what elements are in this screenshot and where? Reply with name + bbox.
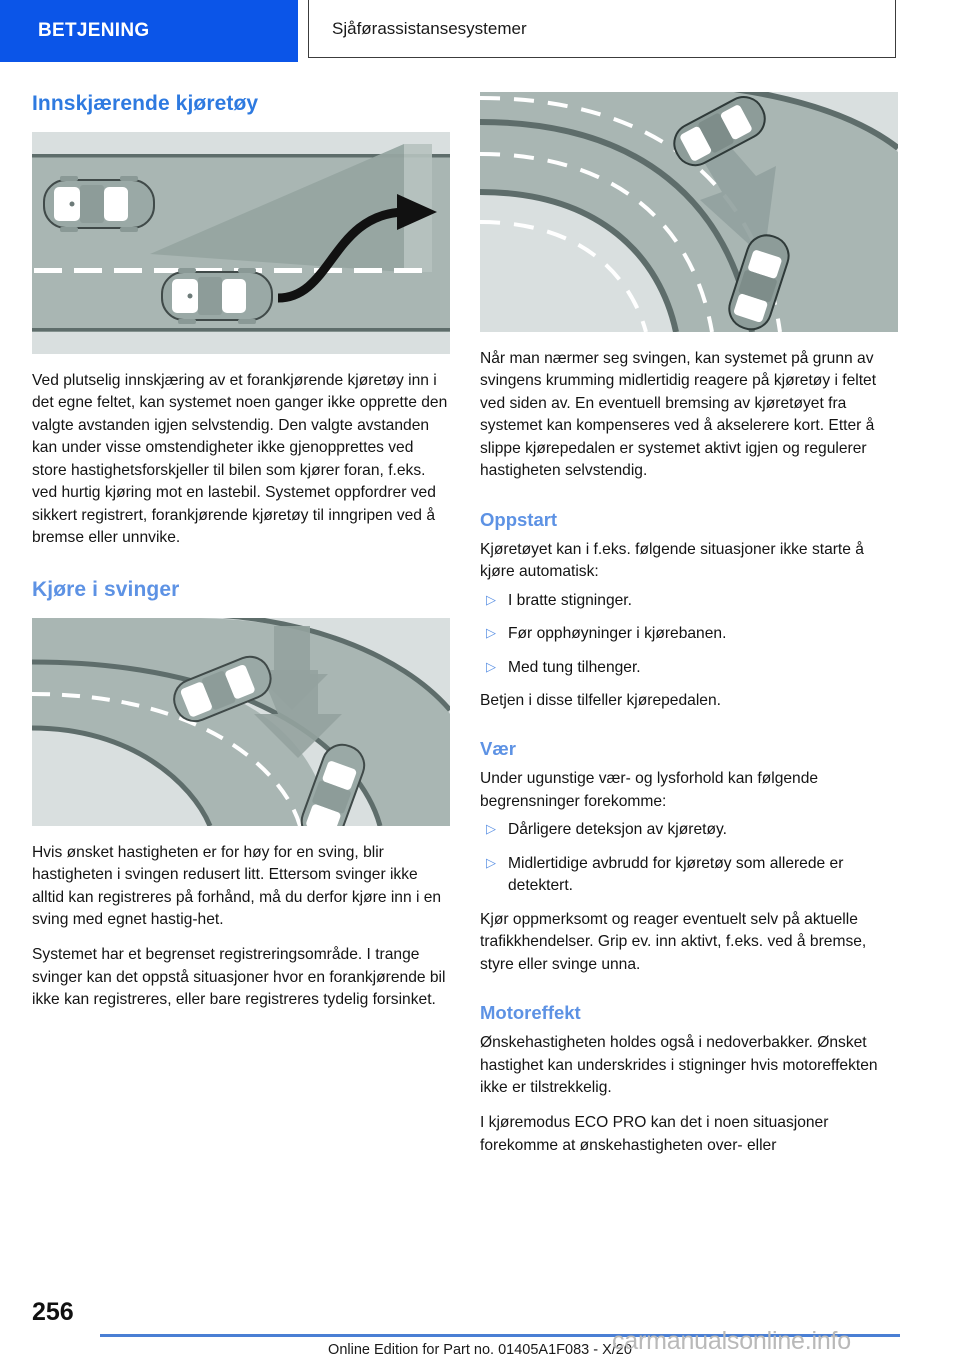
left-column [32, 92, 450, 1025]
list-item [480, 590, 898, 612]
driving-in-curves-illustration [32, 618, 450, 826]
oppstart-bullet-list [480, 590, 898, 679]
vaer-intro: Under ugunstige vær- og lysforhold kan følgende begrensninger forekomme: [480, 770, 819, 810]
triangle-bullet-icon: ▷ [486, 821, 496, 837]
triangle-bullet-icon: ▷ [486, 854, 496, 870]
oppstart-intro: Kjøretøyet kan i f.eks. følgende situasjoner ikke starte å kjøre automatisk: [480, 540, 864, 581]
vaer-bullet-list [480, 819, 898, 897]
right-paragraph-1: Når man nærmer seg svingen, kan systemet på grunn av svingens krumming midlertidig reagere på kjøretøy i feltet ved siden av. En eventuell bremsing av kjøretøyet fra systemet kan kompenseres ved å akselerere kort. Etter å slippe kjørepedalen er systemet aktivt igjen og regulerer hastigheten selvstendig. [480, 350, 877, 480]
header-topic-label: Sjåførassistansesystemer [332, 18, 527, 38]
footer-edition-text: Online Edition for Part no. 01405A1F083 - X/20 [328, 1342, 632, 1358]
vehicle-top-view [162, 268, 272, 324]
oppstart-outro: Betjen i disse tilfeller kjørepedalen. [480, 691, 721, 709]
motoreffekt-paragraph-2: I kjøremodus ECO PRO kan det i noen situasjoner forekomme at ønskehastigheten over- eller [480, 1114, 829, 1154]
list-item-label: Før opphøyninger i kjørebanen. [508, 625, 727, 643]
right-column [480, 92, 898, 1170]
list-item [480, 819, 898, 841]
vehicle-top-view [44, 176, 154, 232]
section-heading-curves: Kjøre i svinger [32, 577, 180, 601]
list-item-label: Dårligere deteksjon av kjøretøy. [508, 821, 727, 839]
page-number: 256 [32, 1298, 74, 1326]
list-item-label: I bratte stigninger. [508, 591, 632, 609]
watermark-text: carmanualsonline.info [612, 1327, 852, 1355]
left-paragraph-3: Systemet har et begrenset registreringsområde. I trange svinger kan det oppstå situasjoner hvor en forankjørende bil ikke kan registreres, eller bare registreres tydelig forsinket. [32, 946, 446, 1009]
list-item [480, 853, 898, 898]
page-header [0, 0, 960, 62]
section-heading-oppstart: Oppstart [480, 508, 558, 530]
triangle-bullet-icon: ▷ [486, 591, 496, 607]
curve-approach-illustration [480, 92, 898, 332]
list-item-label: Med tung tilhenger. [508, 658, 641, 676]
cut-in-vehicle-illustration [32, 132, 450, 354]
list-item [480, 657, 898, 679]
triangle-bullet-icon: ▷ [486, 658, 496, 674]
section-heading-vaer: Vær [480, 738, 516, 760]
page-title: Innskjærende kjøretøy [32, 92, 259, 115]
list-item-label: Midlertidige avbrudd for kjøretøy som allerede er detektert. [508, 854, 844, 895]
triangle-bullet-icon: ▷ [486, 625, 496, 641]
list-item [480, 623, 898, 645]
header-section-tab[interactable] [0, 0, 298, 62]
header-section-label: BETJENING [38, 20, 150, 41]
left-paragraph-2: Hvis ønsket hastigheten er for høy for en sving, blir hastigheten i svingen redusert litt. Ettersom svinger ikke alltid kan registreres på forhånd, må du derfor kjøre inn i en sving med egnet hastig-het. [32, 843, 442, 928]
header-topic-tab[interactable] [308, 0, 896, 58]
vaer-outro: Kjør oppmerksomt og reager eventuelt selv på aktuelle trafikkhendelser. Grip ev. inn aktivt, f.eks. ved å bremse, styre eller svinge unna. [480, 910, 867, 973]
left-paragraph-1: Ved plutselig innskjæring av et forankjørende kjøretøy inn i det egne feltet, kan systemet noen ganger ikke opprette den valgte avstanden igjen selvstendig. Den valgte avstanden kan under visse omstendigheter ikke gjenopprettes ved store hastighetsforskjeller til bilen som kjører foran, f.eks. ved hurtig kjøring mot en lastebil. Systemet oppfordrer ved sikkert registrert, forankjørende kjøretøy til inngripen ved å bremse eller unnvike. [32, 372, 448, 547]
motoreffekt-paragraph-1: Ønskehastigheten holdes også i nedoverbakker. Ønsket hastighet kan underskrides i stigninger hvis motoreffekten ikke er tilstrekkelig. [480, 1034, 878, 1096]
section-heading-motoreffekt: Motoreffekt [480, 1002, 581, 1024]
